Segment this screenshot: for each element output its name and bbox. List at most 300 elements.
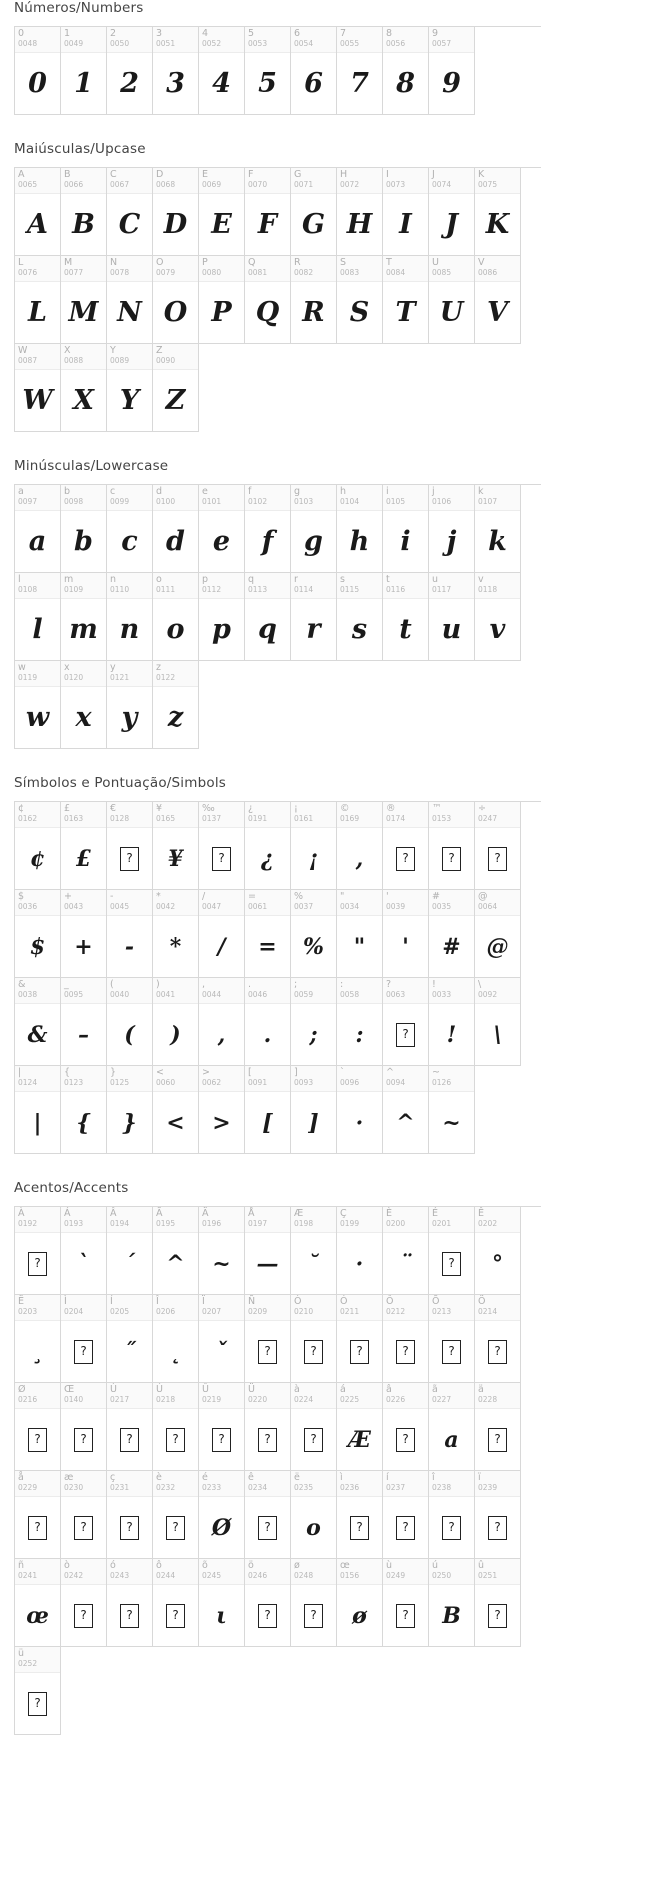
glyph-cell[interactable] bbox=[61, 1207, 107, 1295]
glyph-cell[interactable] bbox=[475, 1383, 521, 1471]
glyph-preview: ! bbox=[446, 1021, 457, 1048]
glyph-preview bbox=[475, 1321, 520, 1382]
glyph-char-label: å bbox=[18, 1472, 24, 1483]
notdef-box-icon: ? bbox=[488, 847, 507, 871]
glyph-cell[interactable] bbox=[153, 1066, 199, 1154]
glyph-cell[interactable] bbox=[245, 1066, 291, 1154]
glyph-char-label: ® bbox=[386, 803, 396, 814]
glyph-cell[interactable] bbox=[383, 1066, 429, 1154]
glyph-preview bbox=[383, 1409, 428, 1470]
glyph-char-label: a bbox=[18, 486, 24, 497]
glyph-cell[interactable] bbox=[199, 1207, 245, 1295]
glyph-cell[interactable] bbox=[107, 661, 153, 749]
glyph-code-label: 0088 bbox=[64, 356, 84, 365]
glyph-cell[interactable] bbox=[15, 1383, 61, 1471]
glyph-cell[interactable] bbox=[61, 1471, 107, 1559]
glyph-cell[interactable] bbox=[337, 485, 383, 573]
glyph-cell[interactable] bbox=[291, 27, 337, 115]
glyph-meta bbox=[61, 890, 106, 916]
glyph-char-label: ÷ bbox=[478, 803, 486, 814]
glyph-cell[interactable] bbox=[107, 1207, 153, 1295]
glyph-cell[interactable] bbox=[429, 573, 475, 661]
glyph-preview: ° bbox=[492, 1250, 503, 1277]
glyph-cell[interactable] bbox=[153, 168, 199, 256]
glyph-code-label: 0072 bbox=[340, 180, 360, 189]
glyph-cell[interactable] bbox=[337, 256, 383, 344]
glyph-cell[interactable] bbox=[383, 1471, 429, 1559]
glyph-char-label: ã bbox=[432, 1384, 438, 1395]
glyph-meta bbox=[153, 1066, 198, 1092]
glyph-code-label: 0204 bbox=[64, 1307, 84, 1316]
glyph-meta bbox=[107, 890, 152, 916]
glyph-char-label: p bbox=[202, 574, 209, 585]
glyph-cell[interactable] bbox=[337, 890, 383, 978]
glyph-code-label: 0197 bbox=[248, 1219, 268, 1228]
glyph-meta bbox=[383, 978, 428, 1004]
glyph-meta bbox=[245, 485, 290, 511]
glyph-code-label: 0033 bbox=[432, 990, 452, 999]
glyph-cell[interactable] bbox=[291, 573, 337, 661]
glyph-meta bbox=[291, 27, 336, 53]
glyph-char-label: Ó bbox=[340, 1296, 348, 1307]
glyph-cell[interactable] bbox=[383, 27, 429, 115]
glyph-cell[interactable] bbox=[61, 1295, 107, 1383]
glyph-meta bbox=[15, 1559, 60, 1585]
glyph-preview: < bbox=[166, 1109, 185, 1136]
notdef-box-icon: ? bbox=[488, 1604, 507, 1628]
glyph-char-label: G bbox=[294, 169, 302, 180]
glyph-meta bbox=[291, 1471, 336, 1497]
glyph-cell[interactable] bbox=[61, 256, 107, 344]
glyph-preview: \ bbox=[493, 1021, 502, 1048]
glyph-char-label: % bbox=[294, 891, 304, 902]
glyph-cell[interactable] bbox=[291, 802, 337, 890]
glyph-cell[interactable] bbox=[475, 978, 521, 1066]
glyph-preview: — bbox=[256, 1250, 279, 1277]
glyph-cell[interactable] bbox=[61, 802, 107, 890]
glyph-code-label: 0192 bbox=[18, 1219, 38, 1228]
glyph-cell[interactable] bbox=[107, 1559, 153, 1647]
glyph-meta bbox=[199, 1559, 244, 1585]
glyph-meta bbox=[475, 802, 520, 828]
glyph-char-label: ¿ bbox=[248, 803, 254, 814]
glyph-meta bbox=[429, 573, 474, 599]
glyph-preview: h bbox=[349, 526, 370, 557]
glyph-code-label: 0081 bbox=[248, 268, 268, 277]
glyph-char-label: i bbox=[386, 486, 389, 497]
glyph-cell[interactable] bbox=[199, 802, 245, 890]
glyph-cell[interactable] bbox=[61, 1066, 107, 1154]
glyph-cell[interactable] bbox=[291, 256, 337, 344]
glyph-cell[interactable] bbox=[107, 978, 153, 1066]
glyph-preview: a bbox=[444, 1426, 459, 1453]
glyph-meta bbox=[61, 344, 106, 370]
glyph-code-label: 0086 bbox=[478, 268, 498, 277]
glyph-char-label: ò bbox=[64, 1560, 70, 1571]
glyph-cell[interactable] bbox=[475, 1207, 521, 1295]
glyph-meta bbox=[429, 890, 474, 916]
glyph-preview: j bbox=[446, 526, 457, 557]
notdef-box-icon: ? bbox=[304, 1340, 323, 1364]
glyph-meta bbox=[383, 1383, 428, 1409]
glyph-preview bbox=[153, 1409, 198, 1470]
glyph-char-label: o bbox=[156, 574, 162, 585]
glyph-cell[interactable] bbox=[107, 802, 153, 890]
glyph-cell[interactable] bbox=[199, 1295, 245, 1383]
glyph-cell[interactable] bbox=[61, 1559, 107, 1647]
glyph-code-label: 0049 bbox=[64, 39, 84, 48]
glyph-cell[interactable] bbox=[337, 1207, 383, 1295]
glyph-preview: Y bbox=[119, 385, 140, 416]
glyph-meta bbox=[15, 978, 60, 1004]
glyph-meta bbox=[245, 1383, 290, 1409]
glyph-cell[interactable] bbox=[245, 27, 291, 115]
glyph-cell[interactable] bbox=[107, 256, 153, 344]
glyph-cell[interactable] bbox=[383, 256, 429, 344]
glyph-code-label: 0224 bbox=[294, 1395, 314, 1404]
glyph-char-label: : bbox=[340, 979, 344, 990]
glyph-cell[interactable] bbox=[61, 890, 107, 978]
glyph-cell[interactable] bbox=[429, 1471, 475, 1559]
glyph-cell[interactable] bbox=[291, 1066, 337, 1154]
glyph-code-label: 0195 bbox=[156, 1219, 176, 1228]
glyph-cell[interactable] bbox=[337, 1295, 383, 1383]
glyph-cell[interactable] bbox=[383, 1207, 429, 1295]
glyph-cell[interactable] bbox=[153, 978, 199, 1066]
glyph-preview: l bbox=[32, 614, 43, 645]
glyph-meta bbox=[199, 27, 244, 53]
glyph-meta bbox=[429, 978, 474, 1004]
glyph-cell[interactable] bbox=[199, 890, 245, 978]
glyph-cell[interactable] bbox=[153, 1471, 199, 1559]
glyph-cell[interactable] bbox=[61, 978, 107, 1066]
notdef-box-icon: ? bbox=[166, 1428, 185, 1452]
glyph-cell[interactable] bbox=[245, 1471, 291, 1559]
glyph-code-label: 0051 bbox=[156, 39, 176, 48]
glyph-char-label: à bbox=[294, 1384, 300, 1395]
glyph-cell[interactable] bbox=[15, 256, 61, 344]
glyph-cell[interactable] bbox=[199, 485, 245, 573]
glyph-meta bbox=[383, 802, 428, 828]
glyph-preview: G bbox=[301, 209, 326, 240]
glyph-meta bbox=[107, 344, 152, 370]
glyph-cell[interactable] bbox=[291, 1383, 337, 1471]
glyph-code-label: 0191 bbox=[248, 814, 268, 823]
glyph-cell[interactable] bbox=[199, 978, 245, 1066]
glyph-code-label: 0084 bbox=[386, 268, 406, 277]
glyph-code-label: 0169 bbox=[340, 814, 360, 823]
glyph-code-label: 0034 bbox=[340, 902, 360, 911]
glyph-cell[interactable] bbox=[245, 573, 291, 661]
glyph-cell[interactable] bbox=[107, 573, 153, 661]
glyph-cell[interactable] bbox=[245, 168, 291, 256]
glyph-meta bbox=[429, 168, 474, 194]
glyph-code-label: 0111 bbox=[156, 585, 176, 594]
glyph-cell[interactable] bbox=[429, 1559, 475, 1647]
glyph-cell[interactable] bbox=[153, 27, 199, 115]
glyph-cell[interactable] bbox=[291, 1295, 337, 1383]
glyph-preview: B bbox=[442, 1602, 461, 1629]
glyph-char-label: = bbox=[248, 891, 256, 902]
glyph-cell[interactable] bbox=[153, 1295, 199, 1383]
glyph-cell[interactable] bbox=[15, 27, 61, 115]
glyph-code-label: 0039 bbox=[386, 902, 406, 911]
glyph-cell[interactable] bbox=[15, 1559, 61, 1647]
glyph-cell[interactable] bbox=[337, 27, 383, 115]
glyph-cell[interactable] bbox=[291, 1471, 337, 1559]
glyph-cell[interactable] bbox=[15, 890, 61, 978]
glyph-meta bbox=[245, 1471, 290, 1497]
glyph-char-label: 9 bbox=[432, 28, 439, 39]
glyph-cell[interactable] bbox=[383, 802, 429, 890]
glyph-meta bbox=[383, 890, 428, 916]
glyph-meta bbox=[291, 978, 336, 1004]
glyph-cell[interactable] bbox=[383, 978, 429, 1066]
glyph-preview: ¸ bbox=[32, 1338, 43, 1365]
glyph-cell[interactable] bbox=[429, 802, 475, 890]
glyph-char-label: Á bbox=[64, 1208, 71, 1219]
glyph-meta bbox=[337, 485, 382, 511]
notdef-box-icon: ? bbox=[74, 1428, 93, 1452]
glyph-cell[interactable] bbox=[475, 802, 521, 890]
glyph-cell[interactable] bbox=[429, 1207, 475, 1295]
glyph-cell[interactable] bbox=[199, 1559, 245, 1647]
glyph-char-label: ô bbox=[156, 1560, 162, 1571]
glyph-cell[interactable] bbox=[245, 256, 291, 344]
glyph-cell[interactable] bbox=[107, 485, 153, 573]
glyph-code-label: 0063 bbox=[386, 990, 406, 999]
glyph-cell[interactable] bbox=[383, 573, 429, 661]
glyph-cell[interactable] bbox=[107, 27, 153, 115]
glyph-cell[interactable] bbox=[475, 573, 521, 661]
glyph-cell[interactable] bbox=[291, 1207, 337, 1295]
glyph-cell[interactable] bbox=[107, 890, 153, 978]
glyph-cell[interactable] bbox=[429, 27, 475, 115]
glyph-cell[interactable] bbox=[383, 168, 429, 256]
glyph-cell[interactable] bbox=[199, 256, 245, 344]
glyph-cell[interactable] bbox=[337, 1559, 383, 1647]
glyph-char-label: h bbox=[340, 486, 347, 497]
glyph-cell[interactable] bbox=[15, 573, 61, 661]
glyph-cell[interactable] bbox=[61, 485, 107, 573]
glyph-cell[interactable] bbox=[61, 661, 107, 749]
glyph-meta bbox=[199, 1066, 244, 1092]
glyph-cell[interactable] bbox=[107, 344, 153, 432]
glyph-cell[interactable] bbox=[153, 1559, 199, 1647]
section-title: Acentos/Accents bbox=[14, 1180, 129, 1196]
glyph-cell[interactable] bbox=[153, 344, 199, 432]
glyph-cell[interactable] bbox=[291, 485, 337, 573]
glyph-preview: R bbox=[302, 297, 325, 328]
glyph-char-label: n bbox=[110, 574, 117, 585]
glyph-cell[interactable] bbox=[153, 256, 199, 344]
glyph-cell[interactable] bbox=[475, 256, 521, 344]
glyph-preview: t bbox=[399, 614, 412, 645]
glyph-cell[interactable] bbox=[153, 1207, 199, 1295]
glyph-preview: P bbox=[211, 297, 232, 328]
glyph-preview: z bbox=[167, 702, 184, 733]
glyph-char-label: . bbox=[248, 979, 252, 990]
glyph-code-label: 0174 bbox=[386, 814, 406, 823]
glyph-cell[interactable] bbox=[337, 168, 383, 256]
glyph-cell[interactable] bbox=[245, 890, 291, 978]
glyph-char-label: q bbox=[248, 574, 255, 585]
glyph-meta bbox=[429, 1559, 474, 1585]
glyph-cell[interactable] bbox=[153, 573, 199, 661]
glyph-cell[interactable] bbox=[429, 485, 475, 573]
glyph-cell[interactable] bbox=[337, 1471, 383, 1559]
glyph-cell[interactable] bbox=[61, 344, 107, 432]
glyph-cell[interactable] bbox=[107, 1066, 153, 1154]
glyph-char-label: { bbox=[64, 1067, 71, 1078]
glyph-cell[interactable] bbox=[153, 802, 199, 890]
glyph-cell[interactable] bbox=[475, 1295, 521, 1383]
glyph-cell[interactable] bbox=[245, 1295, 291, 1383]
glyph-code-label: 0201 bbox=[432, 1219, 452, 1228]
glyph-cell[interactable] bbox=[291, 168, 337, 256]
glyph-meta bbox=[337, 1066, 382, 1092]
glyph-char-label: á bbox=[340, 1384, 346, 1395]
glyph-cell[interactable] bbox=[475, 168, 521, 256]
glyph-char-label: ó bbox=[110, 1560, 116, 1571]
glyph-cell[interactable] bbox=[429, 978, 475, 1066]
glyph-cell[interactable] bbox=[291, 890, 337, 978]
glyph-cell[interactable] bbox=[245, 1207, 291, 1295]
glyph-meta bbox=[475, 256, 520, 282]
glyph-cell[interactable] bbox=[15, 168, 61, 256]
glyph-preview: V bbox=[487, 297, 508, 328]
glyph-cell[interactable] bbox=[61, 27, 107, 115]
glyph-cell[interactable] bbox=[429, 256, 475, 344]
glyph-code-label: 0234 bbox=[248, 1483, 268, 1492]
glyph-cell[interactable] bbox=[337, 1066, 383, 1154]
glyph-cell[interactable] bbox=[107, 1383, 153, 1471]
glyph-cell[interactable] bbox=[15, 485, 61, 573]
glyph-meta bbox=[199, 168, 244, 194]
glyph-char-label: € bbox=[110, 803, 117, 814]
glyph-cell[interactable] bbox=[245, 1383, 291, 1471]
glyph-code-label: 0050 bbox=[110, 39, 130, 48]
glyph-cell[interactable] bbox=[15, 1647, 61, 1735]
glyph-cell[interactable] bbox=[475, 1559, 521, 1647]
glyph-cell[interactable] bbox=[199, 168, 245, 256]
glyph-cell[interactable] bbox=[429, 1066, 475, 1154]
notdef-box-icon: ? bbox=[258, 1604, 277, 1628]
glyph-cell[interactable] bbox=[475, 485, 521, 573]
glyph-meta bbox=[429, 1383, 474, 1409]
glyph-cell[interactable] bbox=[383, 1295, 429, 1383]
glyph-cell[interactable] bbox=[291, 978, 337, 1066]
glyph-char-label: } bbox=[110, 1067, 117, 1078]
glyph-cell[interactable] bbox=[245, 485, 291, 573]
glyph-cell[interactable] bbox=[337, 802, 383, 890]
glyph-cell[interactable] bbox=[107, 1295, 153, 1383]
glyph-meta bbox=[153, 168, 198, 194]
glyph-code-label: 0060 bbox=[156, 1078, 176, 1087]
glyph-code-label: 0200 bbox=[386, 1219, 406, 1228]
glyph-cell[interactable] bbox=[429, 1383, 475, 1471]
glyph-cell[interactable] bbox=[15, 1471, 61, 1559]
glyph-cell[interactable] bbox=[15, 1295, 61, 1383]
glyph-char-label: Ì bbox=[64, 1296, 67, 1307]
glyph-cell[interactable] bbox=[153, 890, 199, 978]
glyph-cell[interactable] bbox=[429, 890, 475, 978]
glyph-cell[interactable] bbox=[153, 1383, 199, 1471]
notdef-box-icon: ? bbox=[166, 1604, 185, 1628]
notdef-box-icon: ? bbox=[488, 1428, 507, 1452]
glyph-cell[interactable] bbox=[15, 802, 61, 890]
glyph-cell[interactable] bbox=[153, 661, 199, 749]
glyph-cell[interactable] bbox=[475, 890, 521, 978]
glyph-meta bbox=[107, 573, 152, 599]
glyph-cell[interactable] bbox=[15, 661, 61, 749]
glyph-code-label: 0069 bbox=[202, 180, 222, 189]
glyph-cell[interactable] bbox=[291, 1559, 337, 1647]
glyph-cell[interactable] bbox=[199, 1066, 245, 1154]
glyph-cell[interactable] bbox=[15, 1207, 61, 1295]
glyph-meta bbox=[383, 485, 428, 511]
glyph-code-label: 0096 bbox=[340, 1078, 360, 1087]
glyph-cell[interactable] bbox=[383, 1383, 429, 1471]
glyph-code-label: 0193 bbox=[64, 1219, 84, 1228]
glyph-cell[interactable] bbox=[15, 978, 61, 1066]
glyph-code-label: 0212 bbox=[386, 1307, 406, 1316]
glyph-code-label: 0097 bbox=[18, 497, 38, 506]
glyph-preview: 5 bbox=[258, 68, 277, 99]
glyph-code-label: 0247 bbox=[478, 814, 498, 823]
glyph-preview: 7 bbox=[350, 68, 369, 99]
glyph-cell[interactable] bbox=[245, 1559, 291, 1647]
glyph-cell[interactable] bbox=[383, 485, 429, 573]
glyph-cell[interactable] bbox=[61, 573, 107, 661]
glyph-cell[interactable] bbox=[337, 1383, 383, 1471]
glyph-cell[interactable] bbox=[107, 168, 153, 256]
glyph-cell[interactable] bbox=[61, 1383, 107, 1471]
glyph-cell[interactable] bbox=[245, 978, 291, 1066]
glyph-char-label: ø bbox=[294, 1560, 300, 1571]
glyph-cell[interactable] bbox=[383, 1559, 429, 1647]
glyph-cell[interactable] bbox=[429, 168, 475, 256]
glyph-cell[interactable] bbox=[383, 890, 429, 978]
glyph-cell[interactable] bbox=[337, 978, 383, 1066]
glyph-meta bbox=[153, 573, 198, 599]
glyph-preview bbox=[475, 828, 520, 889]
glyph-meta bbox=[153, 661, 198, 687]
glyph-cell[interactable] bbox=[153, 485, 199, 573]
glyph-cell[interactable] bbox=[15, 1066, 61, 1154]
glyph-cell[interactable] bbox=[107, 1471, 153, 1559]
glyph-code-label: 0045 bbox=[110, 902, 130, 911]
glyph-cell[interactable] bbox=[337, 573, 383, 661]
glyph-cell[interactable] bbox=[429, 1295, 475, 1383]
glyph-cell[interactable] bbox=[199, 573, 245, 661]
glyph-meta bbox=[15, 802, 60, 828]
glyph-cell[interactable] bbox=[245, 802, 291, 890]
glyph-meta bbox=[337, 256, 382, 282]
notdef-box-icon: ? bbox=[120, 847, 139, 871]
glyph-preview bbox=[429, 1321, 474, 1382]
glyph-meta bbox=[153, 1207, 198, 1233]
glyph-code-label: 0249 bbox=[386, 1571, 406, 1580]
glyph-cell[interactable] bbox=[199, 1383, 245, 1471]
glyph-cell[interactable] bbox=[199, 27, 245, 115]
glyph-cell[interactable] bbox=[15, 344, 61, 432]
glyph-cell[interactable] bbox=[61, 168, 107, 256]
glyph-cell[interactable] bbox=[199, 1471, 245, 1559]
glyph-char-label: , bbox=[202, 979, 206, 990]
glyph-cell[interactable] bbox=[475, 1471, 521, 1559]
glyph-code-label: 0226 bbox=[386, 1395, 406, 1404]
